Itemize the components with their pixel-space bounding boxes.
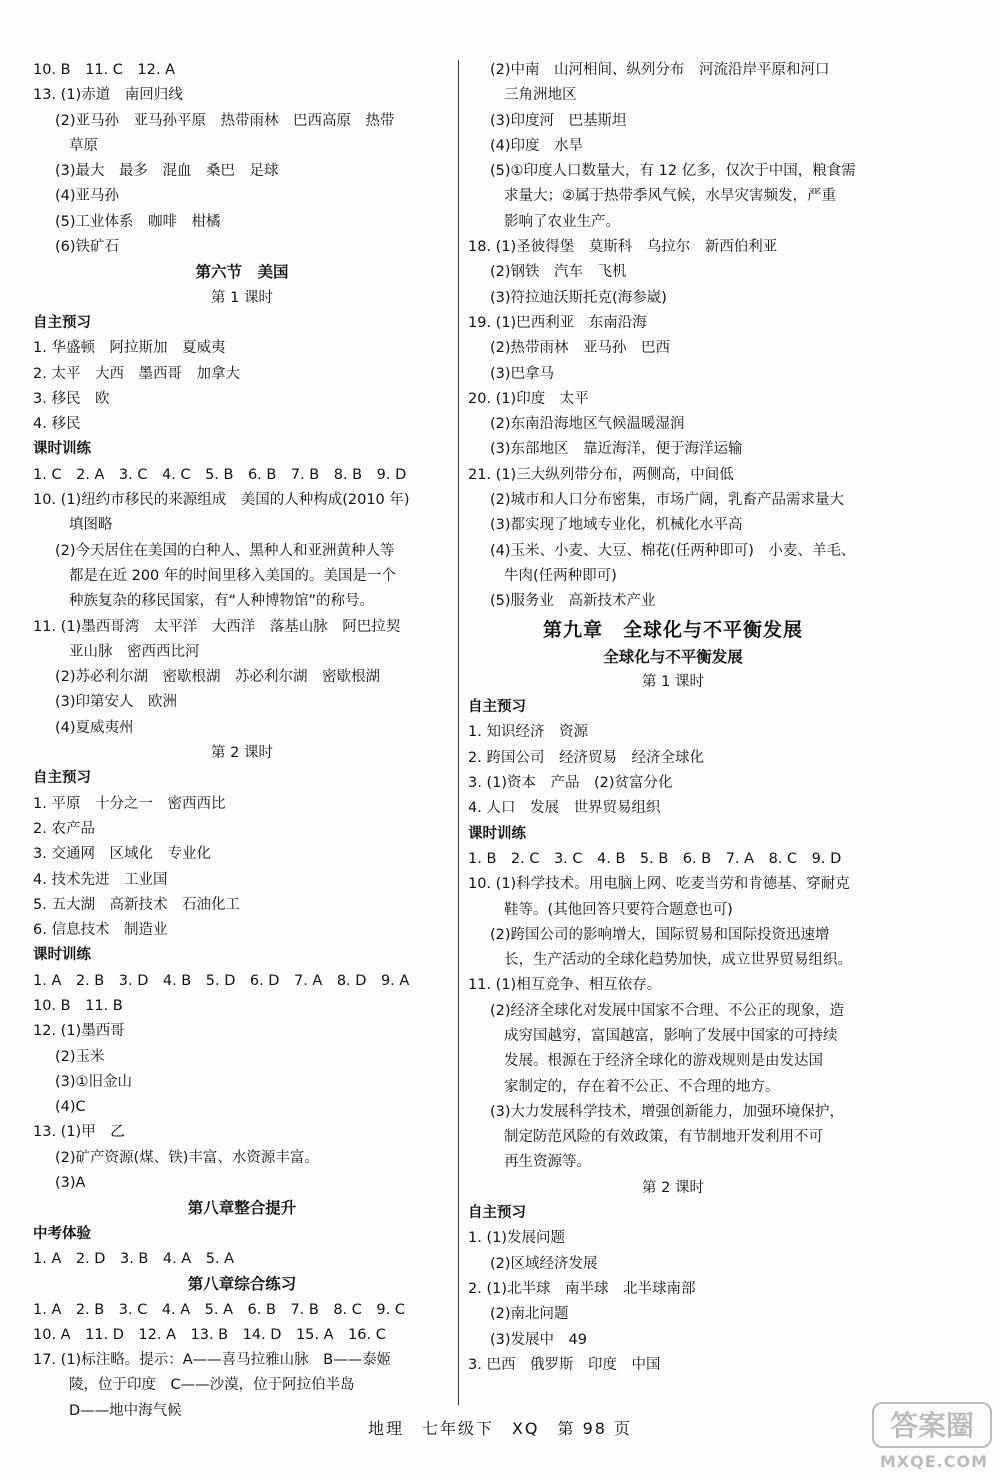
answer-line: 第 2 课时 <box>642 1179 704 1196</box>
answer-line: 13. (1)赤道 南回归线 <box>33 87 183 104</box>
answer-line: (4)C <box>55 1099 86 1116</box>
answer-line: (2)区域经济发展 <box>490 1255 598 1272</box>
answer-line: 制定防范风险的有效政策，有节制地开发利用不可 <box>504 1129 823 1146</box>
answer-line: 1. (1)发展问题 <box>468 1230 565 1247</box>
answer-line: 自主预习 <box>468 699 526 716</box>
answer-line: 长，生产活动的全球化趋势加快，成立世界贸易组织。 <box>504 952 852 969</box>
answer-line: 20. (1)印度 太平 <box>468 390 589 407</box>
answer-line: 自主预习 <box>468 1205 526 1222</box>
answer-line: 6. 信息技术 制造业 <box>33 922 168 939</box>
answer-line: 2. 跨国公司 经济贸易 经济全球化 <box>468 749 704 766</box>
answer-line: 4. 人口 发展 世界贸易组织 <box>468 800 661 817</box>
answer-line: 发展。根源在于经济全球化的游戏规则是由发达国 <box>504 1053 823 1070</box>
answer-line: (4)印度 水旱 <box>490 137 584 154</box>
answer-line: 课时训练 <box>468 825 526 842</box>
answer-line: 3. 移民 欧 <box>33 390 110 407</box>
answer-line: (3)印第安人 欧洲 <box>55 694 178 711</box>
answer-line: 11. (1)相互竞争、相互依存。 <box>468 977 662 994</box>
answer-line: 鞋等。(其他回答只要符合题意也可) <box>504 901 733 918</box>
answer-line: (2)热带雨林 亚马孙 巴西 <box>490 340 671 357</box>
left-column <box>33 58 451 1424</box>
answer-line: 19. (1)巴西利亚 东南沿海 <box>468 314 647 331</box>
answer-line: (3)符拉迪沃斯托克(海参崴) <box>490 289 667 306</box>
answer-line: 第 1 课时 <box>642 673 704 690</box>
watermark-logo: 答案圈 <box>872 1402 992 1448</box>
answer-line: 17. (1)标注略。提示：A——喜马拉雅山脉 B——泰姬 <box>33 1352 392 1369</box>
answer-line: 10. (1)科学技术。用电脑上网、吃麦当劳和肯德基、穿耐克 <box>468 876 850 893</box>
answer-line: 18. (1)圣彼得堡 莫斯科 乌拉尔 新西伯利亚 <box>468 239 778 256</box>
answer-line: (2)南北问题 <box>490 1306 569 1323</box>
answer-line: 牛肉(任两种即可) <box>504 567 617 584</box>
answer-line: (3)巴拿马 <box>490 365 555 382</box>
answer-line: (3)东部地区 靠近海洋，便于海洋运输 <box>490 441 743 458</box>
answer-line: 4. 移民 <box>33 416 81 433</box>
answer-line: (2)矿产资源(煤、铁)丰富、水资源丰富。 <box>55 1149 319 1166</box>
answer-line: (2)苏必利尔湖 密歇根湖 苏必利尔湖 密歇根湖 <box>55 669 381 686</box>
answer-line: 自主预习 <box>33 770 91 787</box>
answer-line: (2)玉米 <box>55 1048 105 1065</box>
answer-line: (4)夏威夷州 <box>55 719 134 736</box>
answer-line: (2)钢铁 汽车 飞机 <box>490 264 627 281</box>
answer-line: (2)跨国公司的影响增大，国际贸易和国际投资迅速增 <box>490 926 830 943</box>
answer-line: 亚山脉 密西西比河 <box>69 643 200 660</box>
answer-line: (3)最大 最多 混血 桑巴 足球 <box>55 163 279 180</box>
answer-line: 课时训练 <box>33 441 91 458</box>
answer-line: (2)经济全球化对发展中国家不合理、不公正的现象，造 <box>490 1002 845 1019</box>
answer-line: (3)①旧金山 <box>55 1073 133 1090</box>
answer-line: 5. 五大湖 高新技术 石油化工 <box>33 896 240 913</box>
answer-line: (3)A <box>55 1175 86 1192</box>
answer-line: 10. B 11. B <box>33 997 123 1014</box>
answer-line: 第八章整合提升 <box>187 1199 297 1218</box>
answer-line: (5)工业体系 咖啡 柑橘 <box>55 213 221 230</box>
answer-line: 1. A 2. B 3. C 4. A 5. A 6. B 7. B 8. C 9. C <box>33 1301 405 1318</box>
answer-line: 1. C 2. A 3. C 4. C 5. B 6. B 7. B 8. B 9. D <box>33 466 407 483</box>
answer-line: D——地中海气候 <box>69 1402 182 1419</box>
answer-line: (5)①印度人口数量大，有 12 亿多，仅次于中国，粮食需 <box>490 163 856 180</box>
page-footer: 地理 七年级下 XQ 第 98 页 <box>367 1419 633 1438</box>
answer-line: 10. B 11. C 12. A <box>33 62 175 78</box>
watermark-url: MXQE.COM <box>879 1452 988 1471</box>
answer-line: 课时训练 <box>33 947 91 964</box>
answer-line: (6)铁矿石 <box>55 239 120 256</box>
answer-line: 1. 知识经济 资源 <box>468 724 588 741</box>
answer-line: 影响了农业生产。 <box>504 213 620 230</box>
answer-line: 自主预习 <box>33 314 91 331</box>
answer-line: 4. 技术先进 工业国 <box>33 871 168 888</box>
answer-line: 3. 交通网 区域化 专业化 <box>33 846 211 863</box>
answer-line: 1. 平原 十分之一 密西西比 <box>33 795 226 812</box>
answer-line: (5)服务业 高新技术产业 <box>490 593 656 610</box>
answer-line: 全球化与不平衡发展 <box>603 647 743 666</box>
answer-line: 11. (1)墨西哥湾 太平洋 大西洋 落基山脉 阿巴拉契 <box>33 618 401 635</box>
answer-line: 草原 <box>69 137 98 154</box>
answer-line: 2. 农产品 <box>33 820 95 837</box>
answer-line: 陵，位于印度 C——沙漠，位于阿拉伯半岛 <box>69 1377 355 1394</box>
answer-line: 21. (1)三大纵列带分布，两侧高，中间低 <box>468 466 734 483</box>
column-divider <box>458 60 459 1405</box>
answer-line: (2)亚马孙 亚马孙平原 热带雨林 巴西高原 热带 <box>55 112 395 129</box>
answer-line: 1. A 2. B 3. D 4. B 5. D 6. D 7. A 8. D 9. A <box>33 972 410 989</box>
answer-line: (2)今天居住在美国的白种人、黑种人和亚洲黄种人等 <box>55 542 395 559</box>
answer-line: 成穷国越穷，富国越富，影响了发展中国家的可持续 <box>504 1027 838 1044</box>
answer-line: 3. (1)资本 产品 (2)贫富分化 <box>468 775 673 792</box>
answer-line: 12. (1)墨西哥 <box>33 1023 125 1040</box>
answer-line: (3)发展中 49 <box>490 1331 587 1348</box>
answer-line: 13. (1)甲 乙 <box>33 1124 125 1141</box>
answer-line: 第九章 全球化与不平衡发展 <box>542 618 803 641</box>
answer-line: (3)大力发展科学技术，增强创新能力，加强环境保护， <box>490 1103 845 1120</box>
answer-line: (2)城市和人口分布密集，市场广阔，乳畜产品需求量大 <box>490 492 845 509</box>
answer-line: 1. B 2. C 3. C 4. B 5. B 6. B 7. A 8. C 9. D <box>468 850 842 867</box>
answer-line: 第六节 美国 <box>195 263 289 282</box>
answer-line: (4)亚马孙 <box>55 188 120 205</box>
answer-line: (2)中南 山河相间、纵列分布 河流沿岸平原和河口 <box>490 62 830 78</box>
answer-line: 第 1 课时 <box>211 289 273 306</box>
answer-line: 第八章综合练习 <box>187 1275 297 1294</box>
answer-line: 再生资源等。 <box>504 1154 591 1171</box>
answer-line: (2)东南沿海地区气候温暖湿润 <box>490 416 685 433</box>
right-column <box>468 58 878 1378</box>
answer-line: 第 2 课时 <box>211 745 273 762</box>
answer-line: 求量大；②属于热带季风气候，水旱灾害频发，严重 <box>504 188 836 205</box>
answer-line: 1. 华盛顿 阿拉斯加 夏威夷 <box>33 340 226 357</box>
answer-line: 填图略 <box>69 517 113 534</box>
answer-line: 2. 太平 大西 墨西哥 加拿大 <box>33 365 240 382</box>
answer-line: 10. (1)纽约市移民的来源组成 美国的人种构成(2010 年) <box>33 492 410 509</box>
answer-line: 都是在近 200 年的时间里移入美国的。美国是一个 <box>69 567 396 584</box>
answer-line: 3. 巴西 俄罗斯 印度 中国 <box>468 1356 661 1373</box>
answer-line: 中考体验 <box>33 1225 91 1242</box>
answer-line: 种族复杂的移民国家，有“人种博物馆”的称号。 <box>69 593 375 610</box>
watermark <box>872 1402 992 1476</box>
answer-line: 2. (1)北半球 南半球 北半球南部 <box>468 1280 696 1297</box>
answer-line: 1. A 2. D 3. B 4. A 5. A <box>33 1250 235 1267</box>
answer-line: (3)都实现了地域专业化，机械化水平高 <box>490 517 743 534</box>
answer-line: (3)印度河 巴基斯坦 <box>490 112 627 129</box>
answer-line: 三角洲地区 <box>504 87 577 104</box>
answer-line: 家制定的，存在着不公正、不合理的地方。 <box>504 1078 780 1095</box>
answer-line: 10. A 11. D 12. A 13. B 14. D 15. A 16. C <box>33 1326 386 1343</box>
answer-line: (4)玉米、小麦、大豆、棉花(任两种即可) 小麦、羊毛、 <box>490 542 856 559</box>
